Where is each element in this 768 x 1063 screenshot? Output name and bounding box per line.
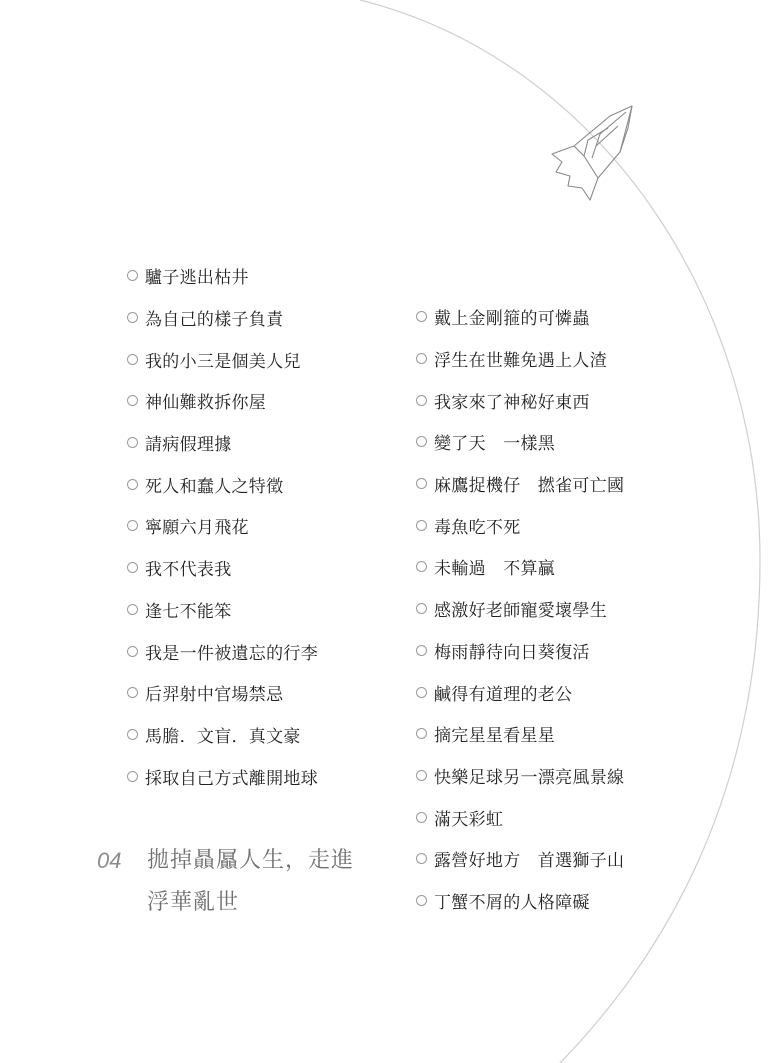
toc-item-label: 馬膽．文盲．真文豪 (145, 726, 301, 747)
toc-item[interactable] (416, 713, 624, 755)
toc-item-label: 鹹得有道理的老公 (434, 684, 573, 705)
toc-item-label: 梅雨靜待向日葵復活 (434, 642, 590, 663)
toc-item[interactable] (416, 421, 624, 463)
toc-item[interactable] (416, 838, 624, 880)
toc-item[interactable] (416, 671, 624, 713)
toc-item[interactable] (416, 463, 624, 505)
bullet-circle-icon (416, 770, 427, 781)
space-shuttle-icon (552, 106, 632, 200)
bullet-circle-icon (127, 729, 138, 740)
toc-item-label: 感激好老師寵愛壞學生 (434, 601, 607, 622)
toc-item[interactable] (416, 755, 624, 797)
bullet-circle-icon (416, 603, 427, 614)
bullet-circle-icon (416, 436, 427, 447)
bullet-circle-icon (127, 479, 138, 490)
toc-item[interactable] (127, 422, 318, 464)
section-title[interactable] (147, 840, 367, 924)
bullet-circle-icon (127, 354, 138, 365)
bullet-circle-icon (416, 812, 427, 823)
toc-item[interactable] (127, 255, 318, 297)
toc-item[interactable] (127, 297, 318, 339)
bullet-circle-icon (127, 687, 138, 698)
toc-item-label: 逢七不能笨 (145, 601, 232, 622)
toc-item[interactable] (127, 547, 318, 589)
toc-item-label: 未輸過 不算贏 (434, 559, 556, 580)
bullet-circle-icon (127, 646, 138, 657)
toc-right-column (416, 296, 624, 921)
toc-item-label: 滿天彩虹 (434, 809, 504, 830)
toc-item-label: 死人和蠢人之特徵 (145, 476, 284, 497)
bullet-circle-icon (416, 853, 427, 864)
toc-item[interactable] (416, 880, 624, 922)
bullet-circle-icon (416, 728, 427, 739)
toc-item[interactable] (127, 380, 318, 422)
section-number: 04 (97, 848, 122, 873)
toc-item-label: 后羿射中官場禁忌 (145, 685, 284, 706)
toc-item-label: 我是一件被遺忘的行李 (145, 643, 318, 664)
toc-item-label: 神仙難救拆你屋 (145, 393, 267, 414)
toc-item-label: 摘完星星看星星 (434, 726, 556, 747)
toc-item-label: 採取自己方式離開地球 (145, 768, 318, 789)
toc-item-label: 寧願六月飛花 (145, 518, 249, 539)
toc-item-label: 戴上金剛箍的可憐蟲 (434, 309, 590, 330)
toc-item[interactable] (127, 714, 318, 756)
toc-item[interactable] (416, 588, 624, 630)
toc-item-label: 麻鷹捉機仔 撚雀可亡國 (434, 476, 625, 497)
toc-item[interactable] (127, 338, 318, 380)
toc-item-label: 浮生在世難免遇上人渣 (434, 351, 607, 372)
toc-item-label: 丁蟹不屑的人格障礙 (434, 892, 590, 913)
toc-item[interactable] (127, 463, 318, 505)
toc-item-label: 我不代表我 (145, 560, 232, 581)
bullet-circle-icon (127, 604, 138, 615)
toc-item[interactable] (416, 630, 624, 672)
toc-item-label: 變了天 一樣黑 (434, 434, 556, 455)
toc-item-label: 快樂足球另一漂亮風景線 (434, 767, 625, 788)
bullet-circle-icon (416, 520, 427, 531)
bullet-circle-icon (127, 312, 138, 323)
section-heading (97, 840, 367, 924)
bullet-circle-icon (127, 437, 138, 448)
toc-item-label: 露營好地方 首選獅子山 (434, 851, 625, 872)
toc-item[interactable] (416, 546, 624, 588)
toc-item[interactable] (127, 589, 318, 631)
toc-item[interactable] (416, 296, 624, 338)
toc-item-label: 毒魚吃不死 (434, 517, 521, 538)
section-title-line-2: 浮華亂世 (147, 890, 240, 915)
section-title-line-1: 拋掉贔屭人生，走進 (147, 848, 355, 873)
bullet-circle-icon (416, 478, 427, 489)
bullet-circle-icon (416, 395, 427, 406)
bullet-circle-icon (416, 353, 427, 364)
bullet-circle-icon (127, 771, 138, 782)
toc-item-label: 我的小三是個美人兒 (145, 351, 301, 372)
bullet-circle-icon (127, 562, 138, 573)
bullet-circle-icon (127, 520, 138, 531)
toc-item[interactable] (127, 505, 318, 547)
bullet-circle-icon (416, 687, 427, 698)
toc-item[interactable] (127, 755, 318, 797)
toc-item[interactable] (416, 504, 624, 546)
toc-left-column (127, 255, 318, 797)
toc-item-label: 為自己的樣子負責 (145, 310, 284, 331)
bullet-circle-icon (127, 270, 138, 281)
toc-item-label: 我家來了神秘好東西 (434, 392, 590, 413)
toc-item[interactable] (416, 379, 624, 421)
bullet-circle-icon (416, 311, 427, 322)
toc-item[interactable] (416, 338, 624, 380)
toc-item-label: 驢子逃出枯井 (145, 268, 249, 289)
bullet-circle-icon (416, 645, 427, 656)
toc-item[interactable] (127, 672, 318, 714)
bullet-circle-icon (416, 561, 427, 572)
toc-item[interactable] (127, 630, 318, 672)
bullet-circle-icon (416, 895, 427, 906)
bullet-circle-icon (127, 395, 138, 406)
toc-item[interactable] (416, 796, 624, 838)
toc-item-label: 請病假理據 (145, 435, 232, 456)
